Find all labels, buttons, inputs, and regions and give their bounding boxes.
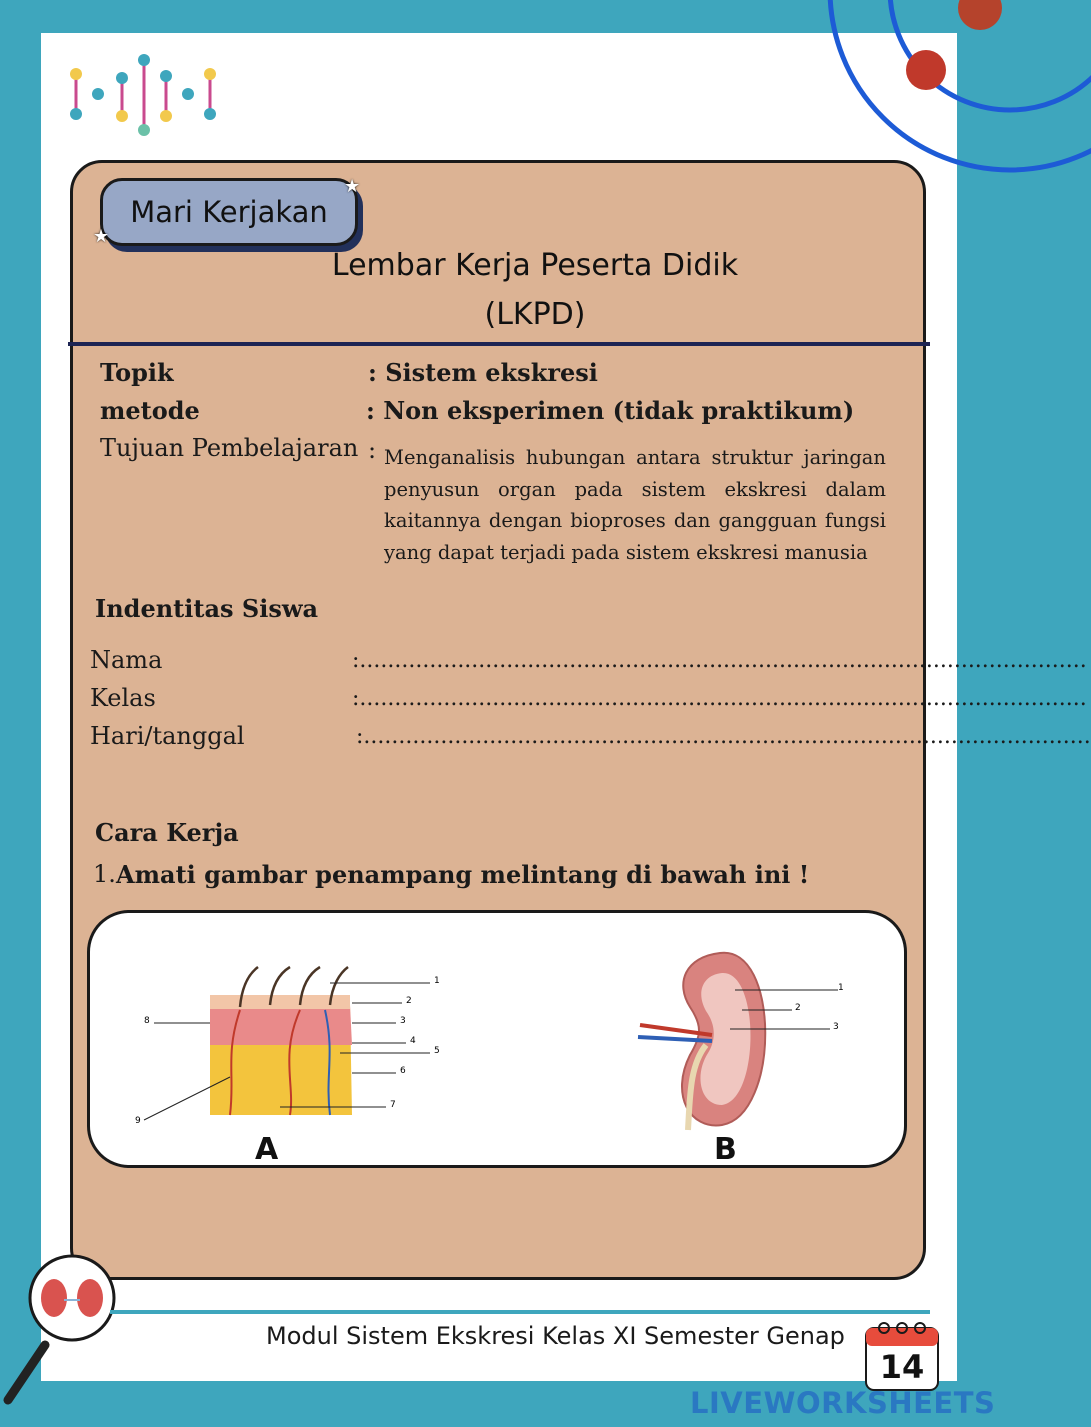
skin-label-3: 3 [400, 1016, 406, 1026]
skin-label-4: 4 [410, 1036, 416, 1046]
method-value: : Non eksperimen (tidak praktikum) [366, 396, 855, 425]
badge-text: Mari Kerjakan [130, 195, 328, 229]
magnifier-kidney-icon [0, 1250, 125, 1415]
worksheet-title: Lembar Kerja Peserta Didik [331, 248, 739, 283]
orbit-decoration-icon [820, 0, 999, 175]
class-label: Kelas [90, 684, 156, 712]
skin-label-5: 5 [434, 1046, 440, 1056]
molecule-decoration-icon [62, 50, 227, 140]
step-instruction: Amati gambar penampang melintang di bawah ini ! [116, 860, 810, 889]
footer-rule [110, 1310, 930, 1314]
skin-label-8: 8 [144, 1016, 150, 1026]
topic-label: Topik [100, 358, 174, 387]
kidney-label-1: 1 [838, 983, 844, 993]
star-icon: ★ [344, 176, 361, 197]
figure-b-label: B [714, 1132, 737, 1167]
name-label: Nama [90, 646, 163, 674]
star-icon: ★ [93, 226, 110, 247]
footer-text: Modul Sistem Ekskresi Kelas XI Semester Genap [266, 1322, 845, 1350]
method-label: metode [100, 396, 200, 425]
skin-label-1: 1 [434, 976, 440, 986]
skin-label-2: 2 [406, 996, 412, 1006]
procedure-heading: Cara Kerja [95, 818, 239, 847]
page-number: 14 [879, 1348, 925, 1386]
kidney-cross-section-illustration [630, 945, 850, 1130]
skin-label-9: 9 [135, 1116, 141, 1126]
objective-text: Menganalisis hubungan antara struktur jaringan penyusun organ pada sistem ekskresi dalam kaitannya dengan bioproses dan gangguan fungsi yang dapat terjadi pada sistem ekskresi manusia [384, 446, 886, 564]
worksheet-subtitle: (LKPD) [484, 297, 586, 332]
skin-label-7: 7 [390, 1100, 396, 1110]
name-field[interactable]: :........................................................................................................ [352, 648, 1087, 673]
objective-label: Tujuan Pembelajaran [100, 434, 359, 462]
section-badge [100, 176, 361, 246]
date-field[interactable]: :........................................................................................................ [356, 724, 1091, 749]
identity-heading: Indentitas Siswa [95, 594, 319, 623]
figure-a-label: A [255, 1132, 279, 1167]
brand-logo[interactable]: LIVEWORKSHEETS [690, 1386, 996, 1420]
date-label: Hari/tanggal [90, 722, 245, 750]
objective-colon: : [368, 436, 377, 464]
step-number: 1. [93, 860, 116, 888]
class-field[interactable]: :........................................................................................................ [352, 686, 1087, 711]
kidney-label-2: 2 [795, 1003, 801, 1013]
skin-cross-section-illustration [130, 965, 450, 1130]
title-divider [68, 342, 930, 346]
skin-label-6: 6 [400, 1066, 406, 1076]
kidney-label-3: 3 [833, 1022, 839, 1032]
topic-value: : Sistem ekskresi [368, 358, 598, 387]
